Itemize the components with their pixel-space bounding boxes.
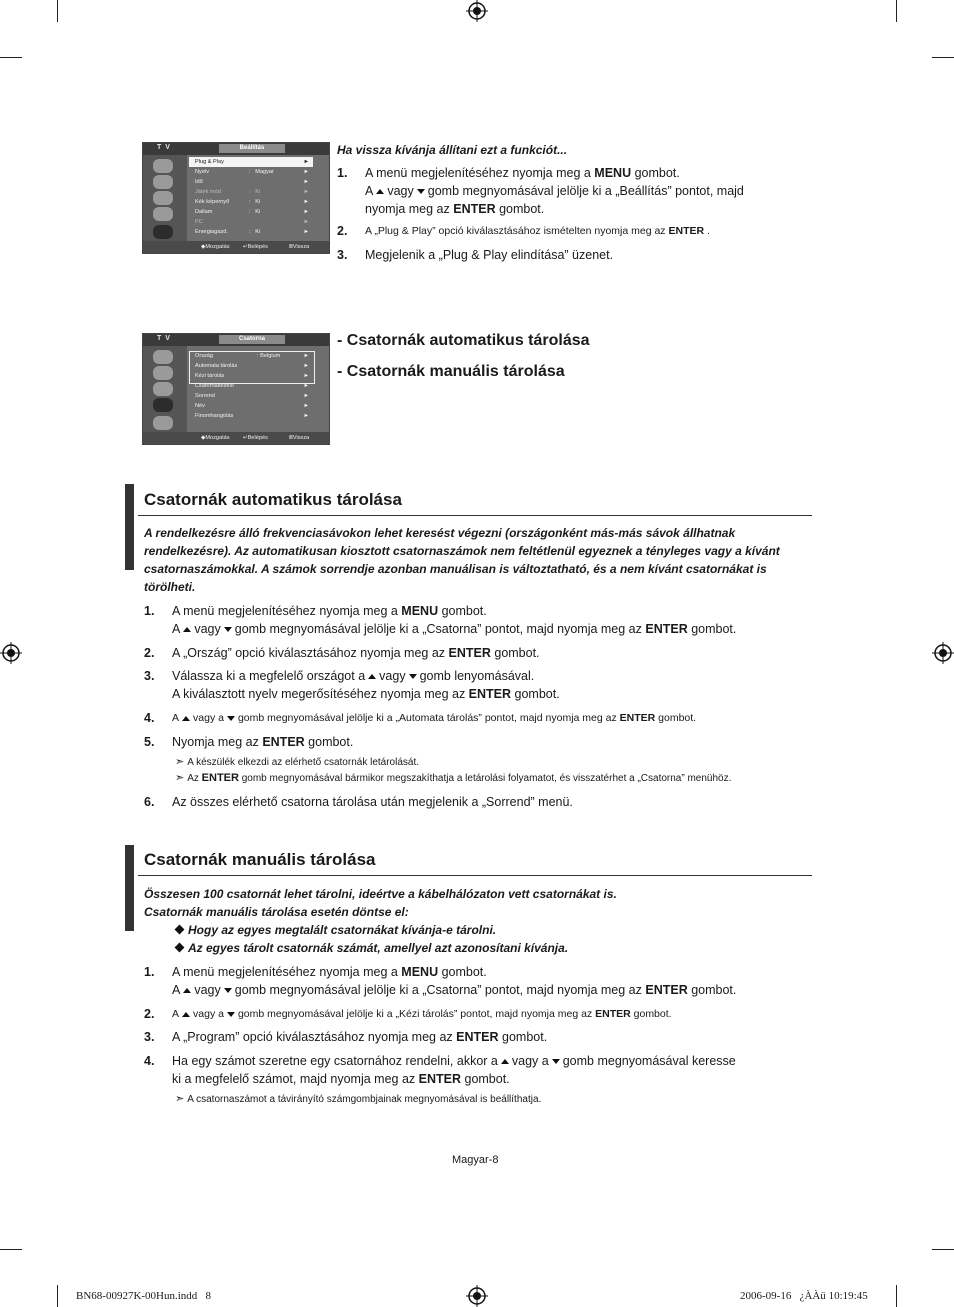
auto-step-2: A „Ország” opció kiválasztásához nyomja meg az ENTER gombot. bbox=[172, 646, 540, 660]
step-number: 6. bbox=[144, 795, 155, 809]
gear-icon bbox=[153, 225, 173, 239]
up-arrow-icon bbox=[183, 627, 191, 632]
down-arrow-icon bbox=[227, 1012, 235, 1017]
step-number: 1. bbox=[144, 965, 155, 979]
crop-mark bbox=[0, 57, 22, 58]
section-title-auto: Csatornák automatikus tárolása bbox=[144, 490, 402, 509]
step-number: 1. bbox=[144, 604, 155, 618]
step-number: 1. bbox=[337, 166, 348, 180]
menu-item: Energiagazd. : Ki ► bbox=[195, 229, 309, 235]
auto-step-3: Válassza ki a megfelelő országot a vagy gomb lenyomásával. A kiválasztott nyelv megerősítéséhez nyomja meg az ENTER gombot. bbox=[172, 669, 560, 701]
menu-title: Csatorna bbox=[219, 335, 285, 344]
crop-mark bbox=[932, 57, 954, 58]
menu-list bbox=[189, 351, 313, 421]
up-arrow-icon bbox=[376, 189, 384, 194]
menu-sidebar bbox=[143, 155, 187, 241]
channel-menu-screenshot bbox=[142, 333, 330, 445]
page-number: Magyar-8 bbox=[452, 1154, 499, 1166]
picture-icon bbox=[153, 159, 173, 173]
down-arrow-icon bbox=[409, 674, 417, 679]
menu-item: Automata tárolás ► bbox=[195, 363, 309, 369]
menu-item: Plug & Play ► bbox=[189, 157, 313, 167]
bullet-diamond-icon bbox=[175, 943, 185, 953]
down-arrow-icon bbox=[417, 189, 425, 194]
crop-mark bbox=[932, 1249, 954, 1250]
bullet-diamond-icon bbox=[175, 925, 185, 935]
enter-hint: ↵ Belépés bbox=[243, 244, 268, 250]
menu-header bbox=[143, 143, 329, 155]
menu-item: Sorrend ► bbox=[195, 393, 309, 399]
crop-mark bbox=[896, 1285, 897, 1307]
menu-footer bbox=[143, 241, 329, 253]
auto-note-1: ➣ A készülék elkezdi az elérhető csatornák letárolását. bbox=[175, 756, 420, 768]
menu-item: Játék mód : Ki ► bbox=[195, 189, 309, 195]
step-number: 2. bbox=[144, 646, 155, 660]
channel-icon bbox=[153, 382, 173, 396]
sound-icon bbox=[153, 175, 173, 189]
down-arrow-icon bbox=[224, 988, 232, 993]
file-name: BN68-00927K-00Hun.indd 8 bbox=[76, 1290, 212, 1302]
manual-intro: Összesen 100 csatornát lehet tárolni, ideértve a kábelhálózaton vett csatornákat is. Csatornák manuális tárolása esetén döntse el: Hogy az egyes megtalált csatornákat kívánja-e tárolni. Az egyes tárolt csatornák számát, amellyel azt azonosítani kívánja. bbox=[144, 887, 617, 955]
up-arrow-icon bbox=[368, 674, 376, 679]
gear-icon bbox=[153, 416, 173, 430]
move-hint: ◆ Mozgatás bbox=[201, 435, 230, 441]
section-bar bbox=[125, 845, 134, 931]
up-arrow-icon bbox=[501, 1059, 509, 1064]
link-manual-storage[interactable]: - Csatornák manuális tárolása bbox=[337, 363, 565, 380]
menu-item: Dallam : Ki ► bbox=[195, 209, 309, 215]
note-arrow-icon: ➣ bbox=[175, 1093, 185, 1105]
up-arrow-icon bbox=[182, 1012, 190, 1017]
manual-note-1: ➣ A csatornaszámot a távirányító számgombjainak megnyomásával is beállíthatja. bbox=[175, 1093, 542, 1105]
auto-intro: A rendelkezésre álló frekvenciasávokon lehet keresést végezni (országonként más-más sávok állhatnak rendelkezésre). Az automatikusan kiosztott csatornaszámok nem feltétlenül egyeznek a tényleges vagy a kívánt csatornaszámokkal. A számok sorrendje azonban manuálisan is változtatható, és a nem kívánt csatornákat is törölheti. bbox=[144, 526, 780, 594]
step-number: 2. bbox=[144, 1007, 155, 1021]
menu-list bbox=[189, 157, 313, 237]
menu-item: Név ► bbox=[195, 403, 309, 409]
reset-intro: Ha vissza kívánja állítani ezt a funkciót... bbox=[337, 143, 568, 157]
menu-item: Idő ► bbox=[195, 179, 309, 185]
step-number: 4. bbox=[144, 1054, 155, 1068]
registration-mark-icon bbox=[932, 642, 954, 664]
menu-tv-label: T V bbox=[157, 144, 171, 151]
step-number: 5. bbox=[144, 735, 155, 749]
setup-disc-icon bbox=[153, 398, 173, 412]
crop-mark bbox=[0, 1249, 22, 1250]
print-date: 2006-09-16 ¿ÀÀü 10:19:45 bbox=[740, 1290, 868, 1302]
auto-step-6: Az összes elérhető csatorna tárolása után megjelenik a „Sorrend” menü. bbox=[172, 795, 573, 809]
manual-step-1: A menü megjelenítéséhez nyomja meg a MENU gombot. A vagy gomb megnyomásával jelölje ki a „Csatorna” pontot, majd nyomja meg az ENTER gombot. bbox=[172, 965, 737, 997]
section-bar bbox=[125, 484, 134, 570]
enter-hint: ↵ Belépés bbox=[243, 435, 268, 441]
menu-item: Finomhangolás ► bbox=[195, 413, 309, 419]
menu-item: Csatornakezelő ► bbox=[195, 383, 309, 389]
step-number: 3. bbox=[144, 669, 155, 683]
reset-step-1: A menü megjelenítéséhez nyomja meg a MENU gombot. A vagy gomb megnyomásával jelölje ki a „Beállítás” pontot, majd nyomja meg az ENTER gombot. bbox=[365, 166, 744, 216]
registration-mark-icon bbox=[0, 642, 22, 664]
down-arrow-icon bbox=[227, 716, 235, 721]
setup-menu-screenshot bbox=[142, 142, 330, 254]
back-hint: Ⅲ Vissza bbox=[289, 244, 310, 250]
menu-header bbox=[143, 334, 329, 346]
step-number: 4. bbox=[144, 711, 155, 725]
manual-step-4: Ha egy számot szeretne egy csatornához rendelni, akkor a vagy a gomb megnyomásával keresse ki a megfelelő számot, majd nyomja meg az ENTER gombot. bbox=[172, 1054, 736, 1086]
menu-item: Kék képernyő : Ki ► bbox=[195, 199, 309, 205]
registration-mark-icon bbox=[466, 1285, 488, 1307]
note-arrow-icon: ➣ bbox=[175, 756, 185, 768]
note-arrow-icon: ➣ bbox=[175, 772, 185, 784]
manual-step-2: A vagy a gomb megnyomásával jelölje ki a „Kézi tárolás” pontot, majd nyomja meg az ENTER gombot. bbox=[172, 1008, 672, 1020]
registration-mark-icon bbox=[466, 0, 488, 22]
crop-mark bbox=[57, 0, 58, 22]
auto-step-4: A vagy a gomb megnyomásával jelölje ki a „Automata tárolás” pontot, majd nyomja meg az ENTER gombot. bbox=[172, 712, 697, 724]
crop-mark bbox=[57, 1285, 58, 1307]
menu-item: Ország : Belgium ► bbox=[195, 353, 309, 359]
link-auto-storage[interactable]: - Csatornák automatikus tárolása bbox=[337, 332, 590, 349]
step-number: 3. bbox=[144, 1030, 155, 1044]
up-arrow-icon bbox=[182, 716, 190, 721]
menu-item: Kézi tárolás ► bbox=[195, 373, 309, 379]
down-arrow-icon bbox=[224, 627, 232, 632]
picture-icon bbox=[153, 350, 173, 364]
manual-step-3: A „Program” opció kiválasztásához nyomja meg az ENTER gombot. bbox=[172, 1030, 548, 1044]
section-divider bbox=[138, 515, 812, 516]
move-hint: ◆ Mozgatás bbox=[201, 244, 230, 250]
down-arrow-icon bbox=[552, 1059, 560, 1064]
auto-step-5: Nyomja meg az ENTER gombot. bbox=[172, 735, 354, 749]
menu-footer bbox=[143, 432, 329, 444]
menu-tv-label: T V bbox=[157, 335, 171, 342]
menu-item: PC ► bbox=[195, 219, 309, 225]
step-number: 3. bbox=[337, 248, 348, 262]
crop-mark bbox=[896, 0, 897, 22]
section-divider bbox=[138, 875, 812, 876]
up-arrow-icon bbox=[183, 988, 191, 993]
reset-step-2: A „Plug & Play” opció kiválasztásához ismételten nyomja meg az ENTER . bbox=[365, 225, 710, 237]
menu-sidebar bbox=[143, 346, 187, 432]
reset-step-3: Megjelenik a „Plug & Play elindítása” üzenet. bbox=[365, 248, 614, 262]
auto-note-2: ➣ Az ENTER gomb megnyomásával bármikor megszakíthatja a letárolási folyamatot, és visszatérhet a „Csatorna” menühöz. bbox=[175, 772, 732, 784]
step-number: 2. bbox=[337, 224, 348, 238]
channel-icon bbox=[153, 191, 173, 205]
section-title-manual: Csatornák manuális tárolása bbox=[144, 850, 376, 869]
menu-item: Nyelv : Magyar ► bbox=[195, 169, 309, 175]
menu-title: Beállítás bbox=[219, 144, 285, 153]
sound-icon bbox=[153, 366, 173, 380]
back-hint: Ⅲ Vissza bbox=[289, 435, 310, 441]
auto-step-1: A menü megjelenítéséhez nyomja meg a MENU gombot. A vagy gomb megnyomásával jelölje ki a „Csatorna” pontot, majd nyomja meg az ENTER gombot. bbox=[172, 604, 737, 636]
setup-disc-icon bbox=[153, 207, 173, 221]
